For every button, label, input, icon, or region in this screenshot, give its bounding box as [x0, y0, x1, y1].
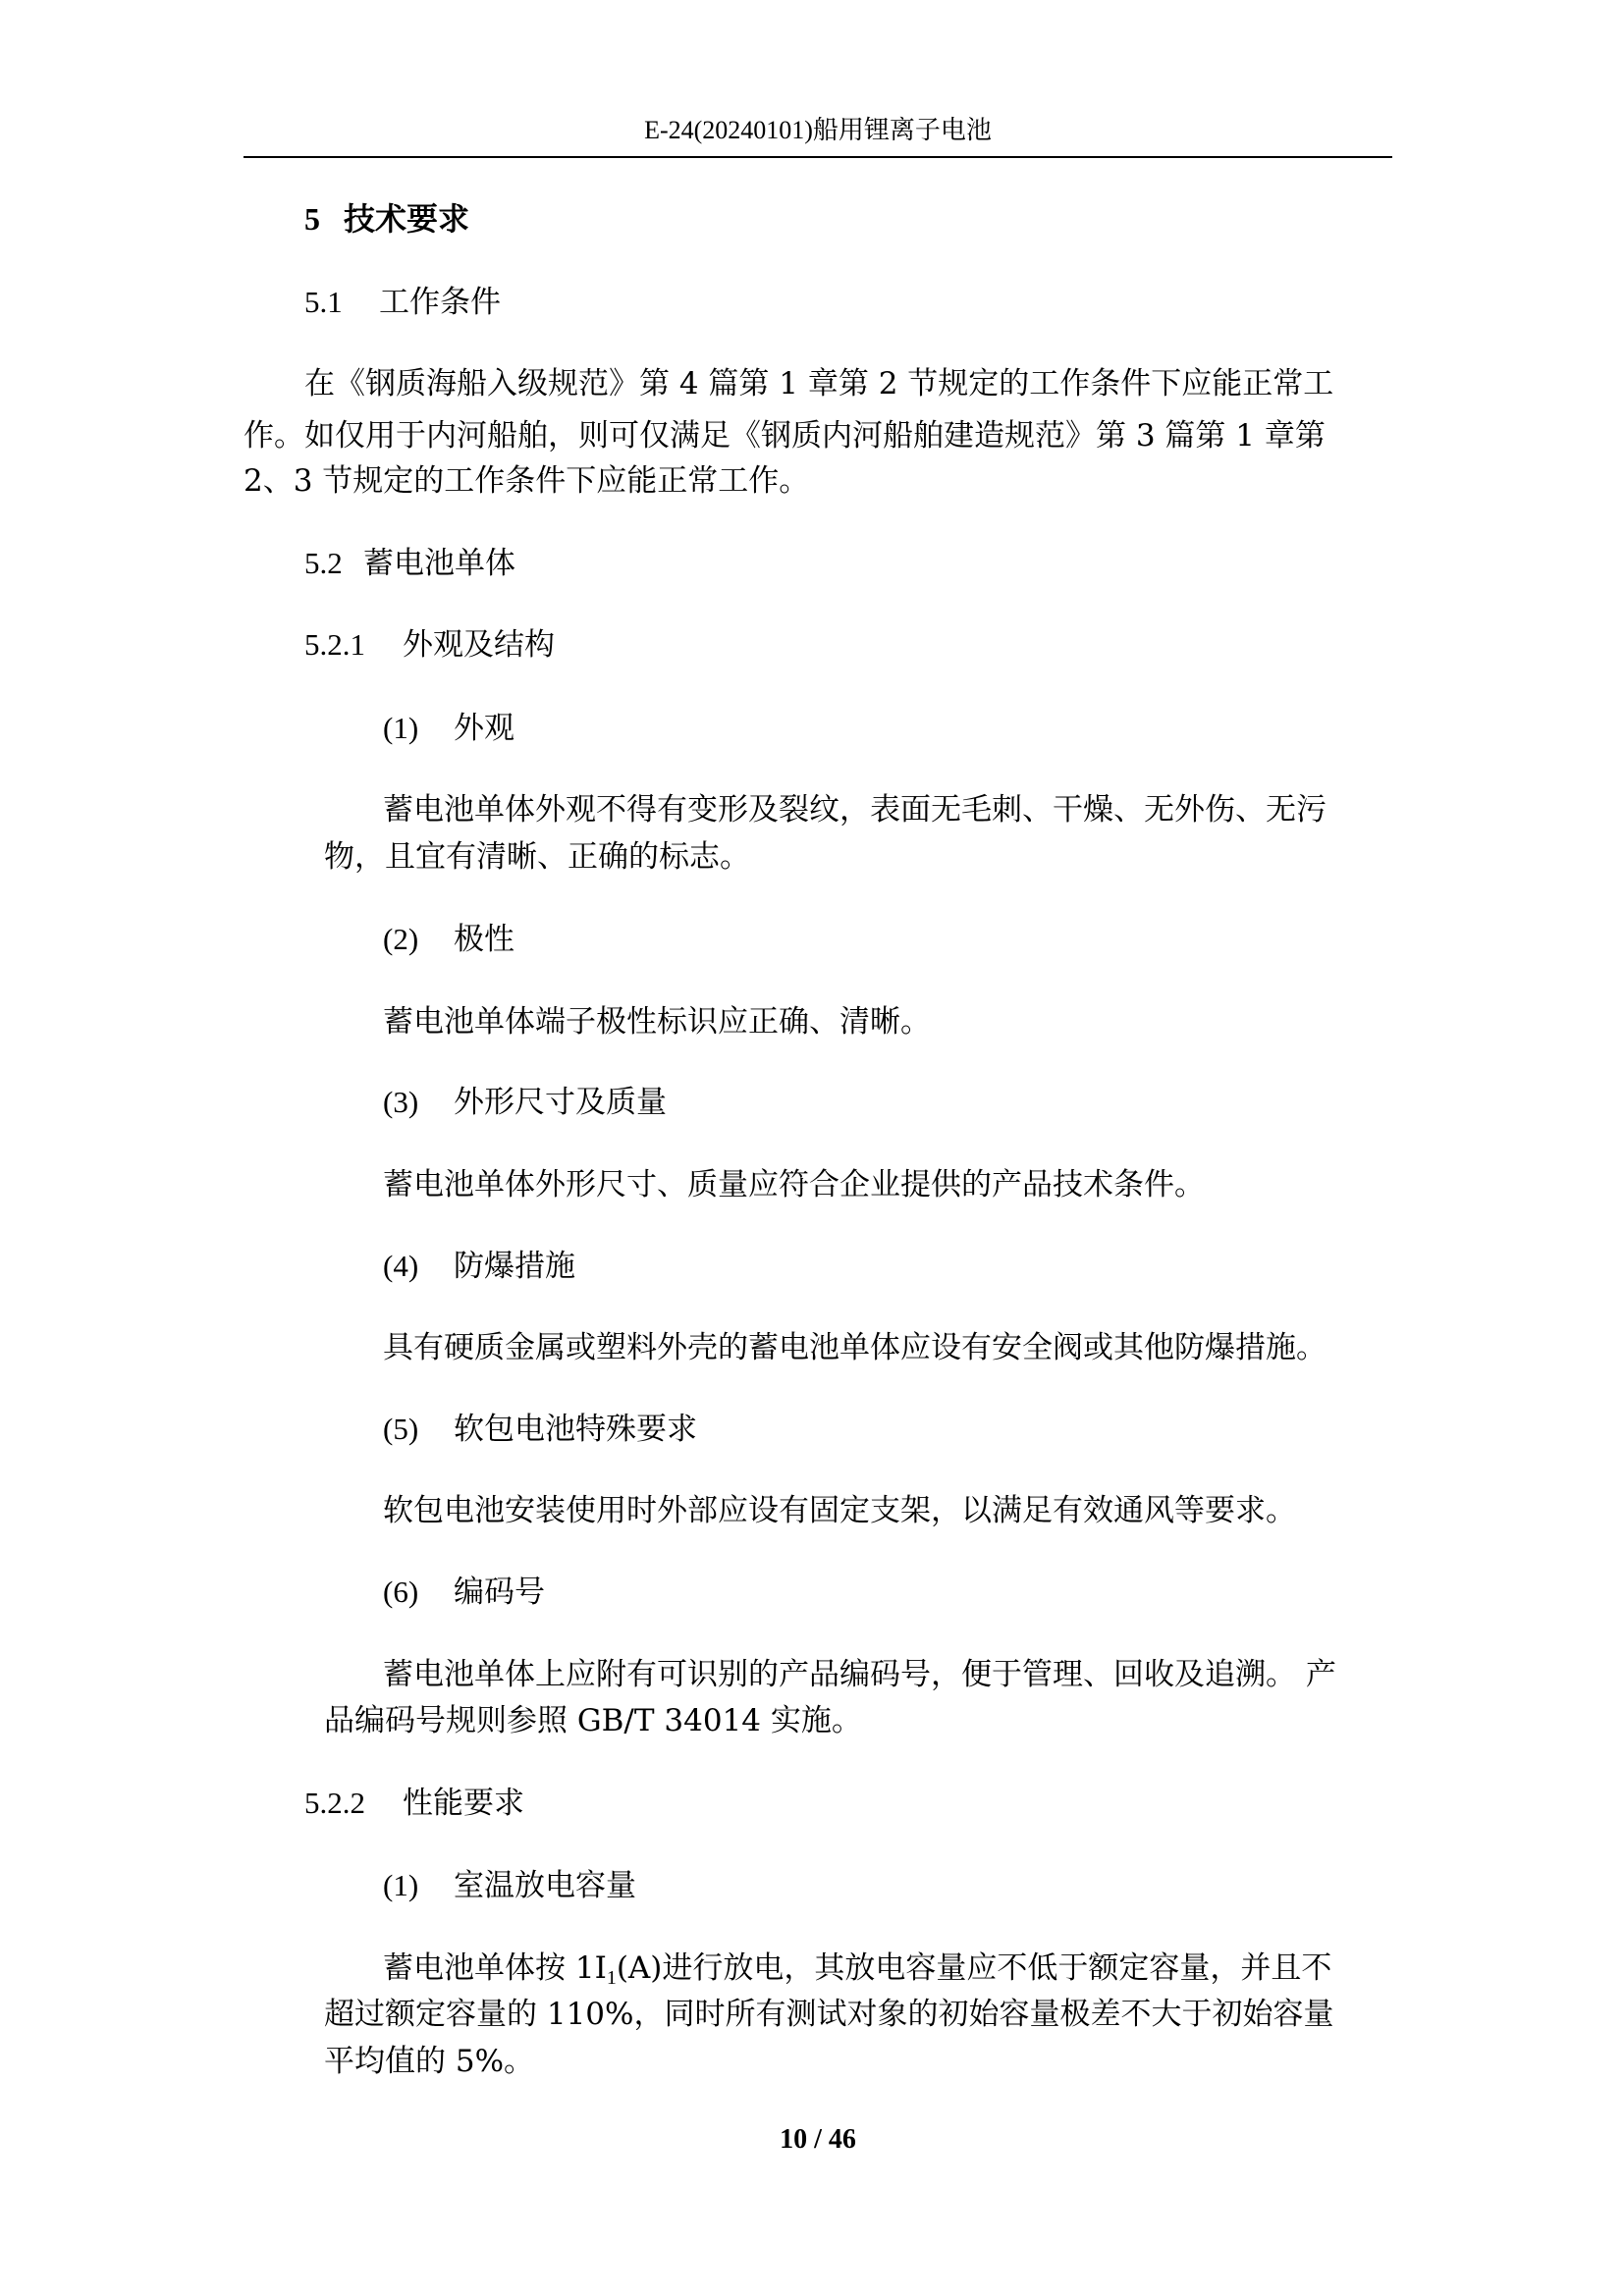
item-body-line: 蓄电池单体上应附有可识别的产品编码号，便于管理、回收及追溯。 产 — [383, 1657, 1336, 1692]
item-heading — [383, 920, 514, 959]
item-number: (2) — [383, 922, 419, 956]
item-title: 编码号 — [454, 1575, 545, 1610]
item-title: 外观 — [454, 711, 514, 746]
item-title: 室温放电容量 — [454, 1868, 636, 1903]
item-title: 防爆措施 — [454, 1249, 575, 1284]
subsection-number: 5.2 — [304, 546, 343, 580]
item-body-line: 品编码号规则参照 GB/T 34014 实施。 — [324, 1703, 862, 1738]
item-body-line: 超过额定容量的 110%，同时所有测试对象的初始容量极差不大于初始容量 — [324, 1997, 1334, 2032]
section-title: 技术要求 — [344, 200, 470, 238]
subsection-title: 蓄电池单体 — [363, 546, 515, 581]
subscript: 1 — [606, 1967, 617, 1989]
item-heading — [383, 709, 514, 748]
item-body-line: 物，且宜有清晰、正确的标志。 — [324, 839, 750, 875]
item-body-line: 平均值的 5%。 — [324, 2044, 535, 2079]
header-divider — [244, 156, 1392, 158]
page-number: 10 / 46 — [780, 2124, 856, 2155]
item-body-line: 蓄电池单体端子极性标识应正确、清晰。 — [383, 1004, 931, 1040]
subsubsection-heading — [304, 625, 555, 665]
item-body-line: 蓄电池单体外观不得有变形及裂纹，表面无毛刺、干燥、无外伤、无污 — [383, 792, 1326, 828]
item-number: (1) — [383, 1868, 419, 1902]
subsection-heading — [304, 283, 501, 322]
subsubsection-number: 5.2.1 — [304, 627, 365, 662]
item-body-line: 具有硬质金属或塑料外壳的蓄电池单体应设有安全阀或其他防爆措施。 — [383, 1330, 1326, 1365]
item-body-line: 软包电池安装使用时外部应设有固定支架，以满足有效通风等要求。 — [383, 1493, 1296, 1528]
item-heading — [383, 1083, 667, 1122]
section-heading — [304, 199, 469, 239]
item-number: (6) — [383, 1575, 419, 1609]
item-title: 极性 — [454, 922, 514, 957]
paragraph-line: 2、3 节规定的工作条件下应能正常工作。 — [244, 463, 810, 499]
subsubsection-heading — [304, 1784, 524, 1823]
item-body-line: 蓄电池单体外形尺寸、质量应符合企业提供的产品技术条件。 — [383, 1167, 1205, 1202]
item-title: 软包电池特殊要求 — [454, 1412, 697, 1447]
subsection-heading — [304, 544, 515, 583]
item-number: (5) — [383, 1412, 419, 1446]
subsubsection-number: 5.2.2 — [304, 1786, 365, 1820]
body-text: (A)进行放电，其放电容量应不低于额定容量，并且不 — [616, 1950, 1332, 1986]
section-number: 5 — [304, 201, 320, 237]
item-title: 外形尺寸及质量 — [454, 1085, 667, 1120]
subsubsection-title: 外观及结构 — [403, 627, 555, 663]
item-heading — [383, 1247, 575, 1286]
subsubsection-title: 性能要求 — [403, 1786, 524, 1821]
item-number: (1) — [383, 711, 419, 745]
item-number: (4) — [383, 1249, 419, 1283]
subsection-title: 工作条件 — [379, 285, 501, 320]
running-header: E-24(20240101)船用锂离子电池 — [644, 116, 992, 144]
item-heading — [383, 1866, 636, 1905]
paragraph-line: 在《钢质海船入级规范》第 4 篇第 1 章第 2 节规定的工作条件下应能正常工 — [304, 366, 1334, 401]
item-number: (3) — [383, 1085, 419, 1119]
item-heading — [383, 1410, 697, 1449]
subsection-number: 5.1 — [304, 285, 343, 319]
item-heading — [383, 1573, 545, 1612]
item-body-line — [383, 1949, 1331, 1998]
paragraph-line: 作。如仅用于内河船舶，则可仅满足《钢质内河船舶建造规范》第 3 篇第 1 章第 — [244, 418, 1326, 454]
body-text: 蓄电池单体按 1I — [383, 1950, 607, 1986]
